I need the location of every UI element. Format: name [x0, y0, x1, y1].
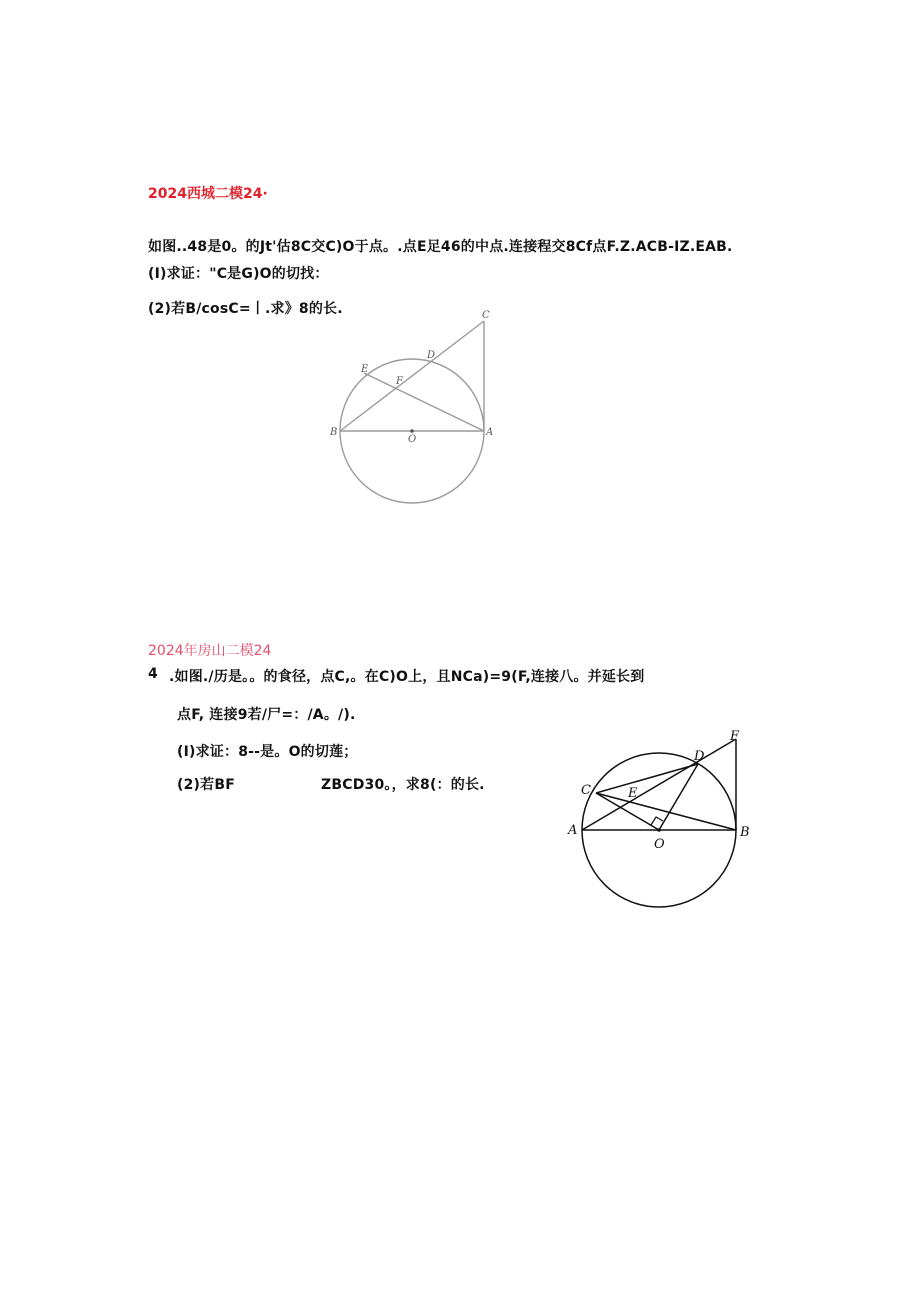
fig1-label-d: D	[427, 350, 436, 361]
problem1-part2: (2)若B/cosC=丨.求》8的长.	[148, 301, 343, 317]
fig2-label-f: F	[730, 729, 740, 744]
problem2-statement-line2: 点F, 连接9若/尸=：/A。/).	[177, 707, 356, 723]
problem2-number: 4	[148, 666, 158, 682]
fig1-center-dot	[410, 429, 414, 433]
fig2-label-a: A	[568, 823, 578, 838]
fig2-segment-cb	[596, 793, 736, 830]
problem2-part2-a: (2)若BF	[177, 777, 235, 793]
fig2-label-o: O	[654, 837, 665, 852]
fig1-label-a: A	[486, 427, 494, 438]
problem1-part1: (I)求证："C是G)O的切找：	[148, 266, 329, 282]
fig1-label-c: C	[482, 310, 490, 321]
fig2-label-d: D	[694, 749, 705, 764]
problem2-geometry-figure	[562, 726, 762, 916]
problem1-geometry-figure	[328, 305, 508, 510]
fig2-label-e: E	[628, 786, 638, 801]
fig2-label-b: B	[740, 825, 750, 840]
fig1-segment-ae	[364, 373, 484, 431]
fig1-label-o: O	[408, 434, 417, 445]
fig1-label-f: F	[396, 376, 403, 387]
problem2-statement-line1: .如图./历是。。的食径，点C,。在C)O上，且NCa)=9(F,连接八。并延长到	[169, 669, 645, 685]
problem1-statement-line1: 如图..48是0。的Jt'估8C交C)O于点。.点E足46的中点.连接程交8Cf点F.Z.ACB-IZ.EAB.	[148, 239, 733, 255]
problem2-part1: (I)求证：8--是。O的切莲；	[177, 744, 358, 760]
problem2-part2-b: ZBCD30。，求8(：的长.	[321, 777, 485, 793]
problem1-source: 2024西城二模24·	[148, 186, 268, 202]
fig2-label-c: C	[581, 783, 591, 798]
problem2-source: 2024年房山二模24	[148, 643, 272, 659]
fig2-center-dot	[657, 828, 661, 832]
fig1-segment-bc	[340, 321, 484, 431]
fig2-right-angle-mark	[651, 817, 663, 825]
fig1-label-b: B	[330, 427, 338, 438]
fig1-label-e: E	[361, 364, 369, 375]
